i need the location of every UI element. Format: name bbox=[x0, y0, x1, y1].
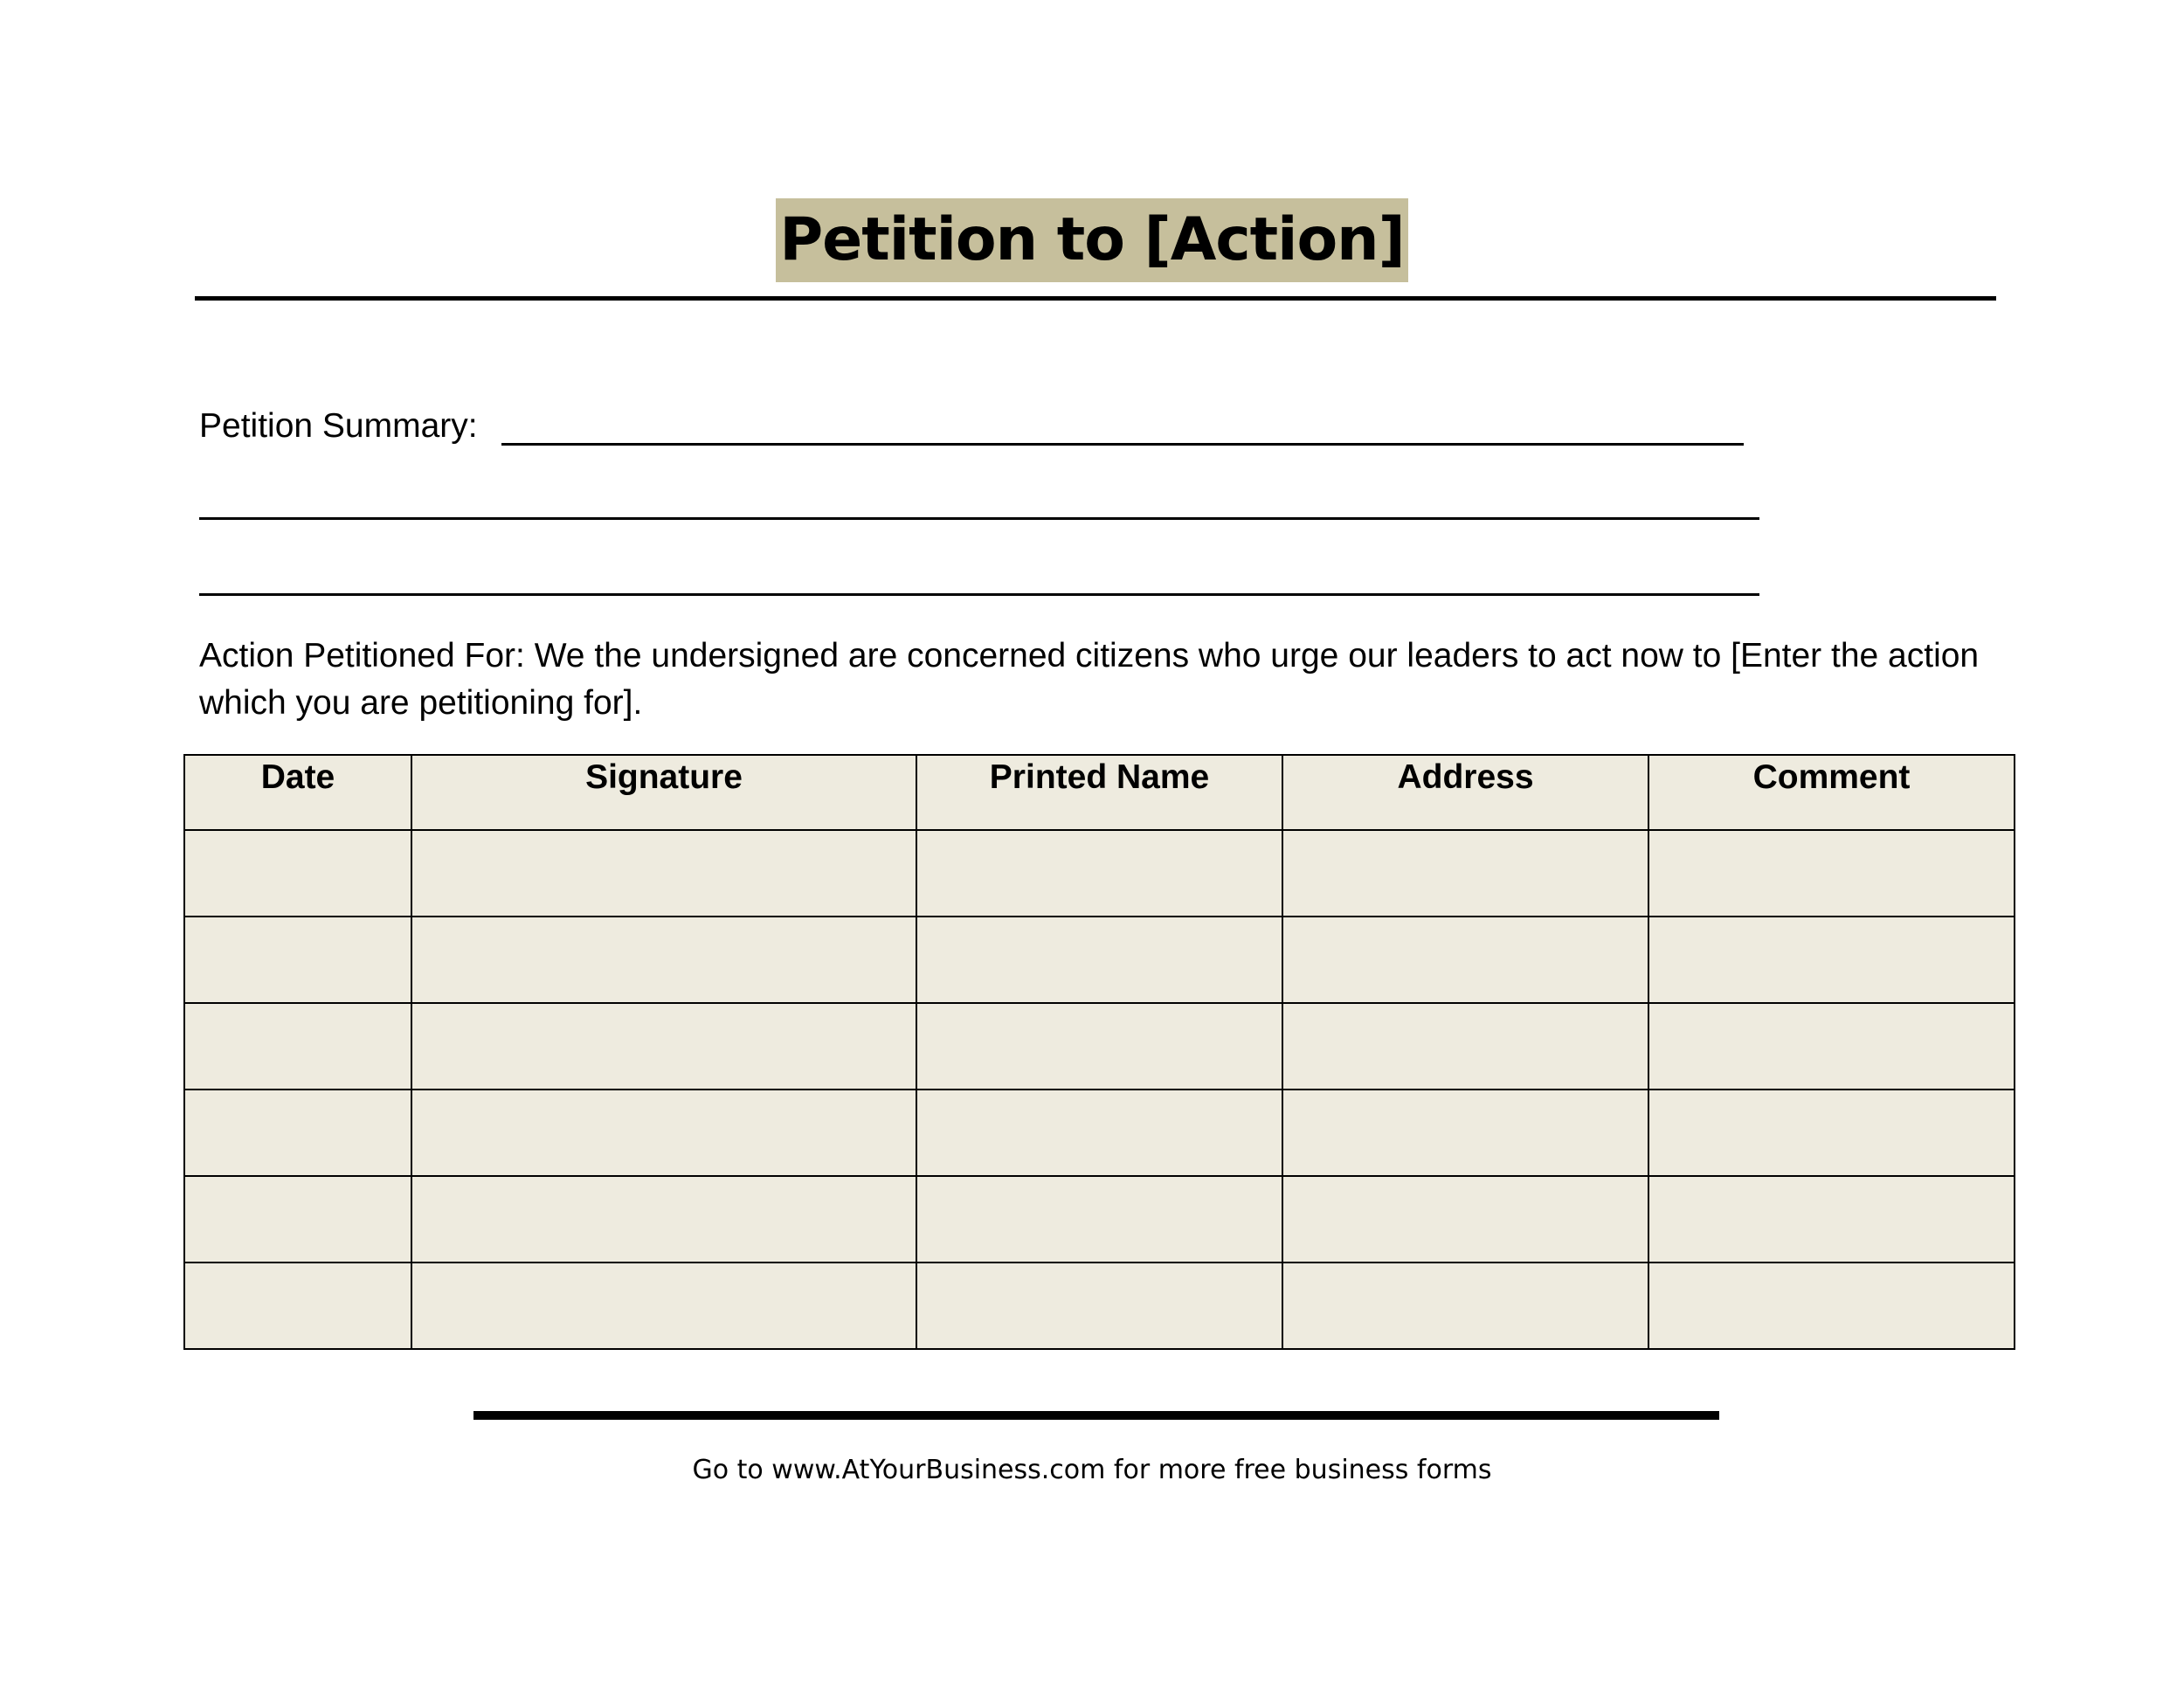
cell-signature[interactable] bbox=[411, 830, 916, 917]
cell-date[interactable] bbox=[184, 1176, 411, 1263]
cell-address[interactable] bbox=[1282, 830, 1648, 917]
table-row bbox=[184, 1263, 2015, 1349]
cell-date[interactable] bbox=[184, 1090, 411, 1176]
cell-address[interactable] bbox=[1282, 1090, 1648, 1176]
cell-address[interactable] bbox=[1282, 917, 1648, 1003]
petition-summary-label: Petition Summary: bbox=[199, 407, 478, 445]
cell-printed-name[interactable] bbox=[916, 1263, 1282, 1349]
column-header-printed-name: Printed Name bbox=[916, 755, 1282, 830]
cell-comment[interactable] bbox=[1648, 1003, 2015, 1090]
cell-date[interactable] bbox=[184, 1003, 411, 1090]
table-row bbox=[184, 917, 2015, 1003]
signature-table-body bbox=[184, 830, 2015, 1349]
column-header-signature: Signature bbox=[411, 755, 916, 830]
signature-table bbox=[183, 754, 2015, 1350]
cell-printed-name[interactable] bbox=[916, 830, 1282, 917]
cell-comment[interactable] bbox=[1648, 1090, 2015, 1176]
table-row bbox=[184, 1176, 2015, 1263]
cell-comment[interactable] bbox=[1648, 830, 2015, 917]
summary-blank-line-2[interactable] bbox=[199, 517, 1759, 520]
cell-comment[interactable] bbox=[1648, 1263, 2015, 1349]
summary-blank-line-3[interactable] bbox=[199, 593, 1759, 596]
column-header-address: Address bbox=[1282, 755, 1648, 830]
cell-date[interactable] bbox=[184, 830, 411, 917]
column-header-comment: Comment bbox=[1648, 755, 2015, 830]
cell-printed-name[interactable] bbox=[916, 1090, 1282, 1176]
summary-blank-line-1[interactable] bbox=[501, 443, 1744, 446]
title-wrap bbox=[0, 198, 2184, 282]
cell-comment[interactable] bbox=[1648, 1176, 2015, 1263]
table-header-row bbox=[184, 755, 2015, 830]
page-title: Petition to [Action] bbox=[776, 198, 1407, 282]
title-underline bbox=[195, 296, 1996, 301]
cell-date[interactable] bbox=[184, 1263, 411, 1349]
table-row bbox=[184, 830, 2015, 917]
cell-address[interactable] bbox=[1282, 1176, 1648, 1263]
footer-text: Go to www.AtYourBusiness.com for more free business forms bbox=[692, 1455, 1492, 1485]
footer-divider bbox=[473, 1411, 1719, 1420]
cell-signature[interactable] bbox=[411, 1263, 916, 1349]
table-row bbox=[184, 1003, 2015, 1090]
action-petitioned-text: Action Petitioned For: We the undersigned are concerned citizens who urge our leaders to act now to [Enter the action which you are petitioning for]. bbox=[199, 637, 1980, 722]
cell-date[interactable] bbox=[184, 917, 411, 1003]
column-header-date: Date bbox=[184, 755, 411, 830]
cell-address[interactable] bbox=[1282, 1263, 1648, 1349]
cell-signature[interactable] bbox=[411, 1090, 916, 1176]
cell-signature[interactable] bbox=[411, 1176, 916, 1263]
cell-address[interactable] bbox=[1282, 1003, 1648, 1090]
table-row bbox=[184, 1090, 2015, 1176]
cell-printed-name[interactable] bbox=[916, 917, 1282, 1003]
cell-signature[interactable] bbox=[411, 917, 916, 1003]
cell-signature[interactable] bbox=[411, 1003, 916, 1090]
cell-comment[interactable] bbox=[1648, 917, 2015, 1003]
cell-printed-name[interactable] bbox=[916, 1176, 1282, 1263]
cell-printed-name[interactable] bbox=[916, 1003, 1282, 1090]
